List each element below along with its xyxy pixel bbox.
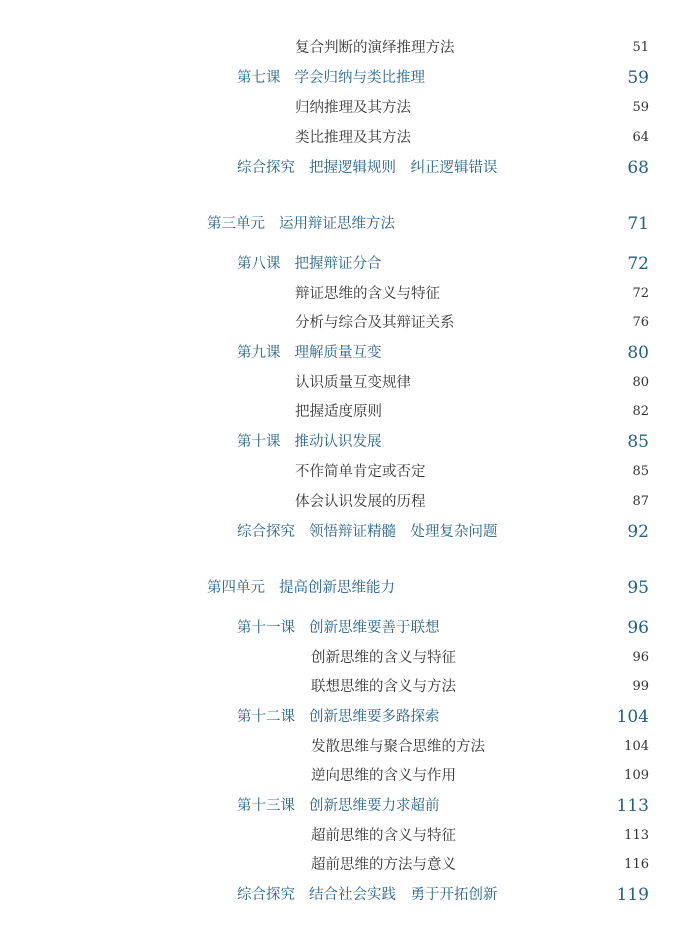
entry-page: 104 [616,707,649,727]
entry-title: 推动认识发展 [294,434,382,450]
entry-label: 综合探究 [237,887,295,903]
entry-page: 68 [627,158,649,178]
entry-title: 创新思维要力求超前 [309,798,440,814]
toc-explore-entry [0,518,700,546]
entry-title: 提高创新思维能力 [279,580,395,596]
entry-page: 87 [632,494,649,509]
entry-label: 第四单元 [207,580,265,596]
entry-page: 95 [627,578,649,598]
entry-title: 结合社会实践 勇于开拓创新 [309,887,498,903]
entry-title: 归纳推理及其方法 [295,100,411,116]
entry-label: 综合探究 [237,160,295,176]
entry-page: 104 [624,739,649,754]
entry-title: 超前思维的方法与意义 [311,857,456,873]
entry-page: 59 [632,100,649,115]
entry-label: 第十二课 [237,709,295,725]
entry-title: 体会认识发展的历程 [295,494,426,510]
entry-title: 把握辩证分合 [294,256,382,272]
toc-unit-entry [0,210,700,238]
entry-page: 72 [627,254,649,274]
entry-title: 不作简单肯定或否定 [295,464,426,480]
toc-sub-entry [0,398,700,426]
entry-page: 96 [632,650,649,665]
entry-page: 80 [632,375,649,390]
entry-title: 复合判断的演绎推理方法 [295,40,455,56]
toc-lesson-entry [0,703,700,731]
toc-lesson-entry [0,64,700,92]
entry-label: 第七课 [237,70,281,86]
entry-title: 创新思维的含义与特征 [311,650,456,666]
entry-page: 80 [627,343,649,363]
entry-page: 99 [632,679,649,694]
entry-page: 113 [616,796,649,816]
entry-title: 联想思维的含义与方法 [311,679,456,695]
entry-page: 76 [632,315,649,330]
toc-sub-entry [0,822,700,850]
entry-label: 第三单元 [207,216,265,232]
entry-page: 85 [632,464,649,479]
entry-page: 64 [632,130,649,145]
entry-title: 把握适度原则 [295,404,382,420]
entry-title: 类比推理及其方法 [295,130,411,146]
entry-page: 113 [624,828,649,843]
entry-page: 96 [627,618,649,638]
toc-sub-entry [0,644,700,672]
toc-lesson-entry [0,614,700,642]
entry-page: 119 [616,885,649,905]
toc-sub-entry [0,309,700,337]
toc-lesson-entry [0,792,700,820]
entry-label: 第九课 [237,345,281,361]
toc-unit-entry [0,574,700,602]
entry-title: 理解质量互变 [294,345,382,361]
entry-title: 超前思维的含义与特征 [311,828,456,844]
toc-lesson-entry [0,250,700,278]
entry-title: 辩证思维的含义与特征 [295,286,440,302]
entry-title: 学会归纳与类比推理 [294,70,425,86]
entry-title: 领悟辩证精髓 处理复杂问题 [309,524,498,540]
toc-sub-entry [0,733,700,761]
toc-lesson-entry [0,428,700,456]
entry-page: 72 [632,286,649,301]
entry-page: 116 [624,857,649,872]
toc-sub-entry [0,488,700,516]
entry-title: 创新思维要多路探索 [309,709,440,725]
entry-title: 认识质量互变规律 [295,375,411,391]
entry-page: 51 [632,40,649,55]
entry-page: 71 [627,214,649,234]
entry-label: 综合探究 [237,524,295,540]
entry-title: 创新思维要善于联想 [309,620,440,636]
entry-title: 把握逻辑规则 纠正逻辑错误 [309,160,498,176]
toc-sub-entry [0,673,700,701]
entry-page: 109 [624,768,649,783]
entry-label: 第八课 [237,256,281,272]
toc-explore-entry [0,154,700,182]
entry-title: 分析与综合及其辩证关系 [295,315,455,331]
toc-sub-entry [0,34,700,62]
entry-label: 第十课 [237,434,281,450]
entry-label: 第十三课 [237,798,295,814]
entry-page: 59 [627,68,649,88]
toc-sub-entry [0,94,700,122]
toc-sub-entry [0,280,700,308]
toc-sub-entry [0,762,700,790]
entry-page: 85 [627,432,649,452]
toc-sub-entry [0,458,700,486]
toc-sub-entry [0,369,700,397]
toc-explore-entry [0,881,700,909]
entry-label: 第十一课 [237,620,295,636]
entry-page: 92 [627,522,649,542]
entry-title: 逆向思维的含义与作用 [311,768,456,784]
toc-lesson-entry [0,339,700,367]
entry-page: 82 [632,404,649,419]
entry-title: 运用辩证思维方法 [279,216,395,232]
toc-sub-entry [0,124,700,152]
entry-title: 发散思维与聚合思维的方法 [311,739,485,755]
toc-sub-entry [0,851,700,879]
